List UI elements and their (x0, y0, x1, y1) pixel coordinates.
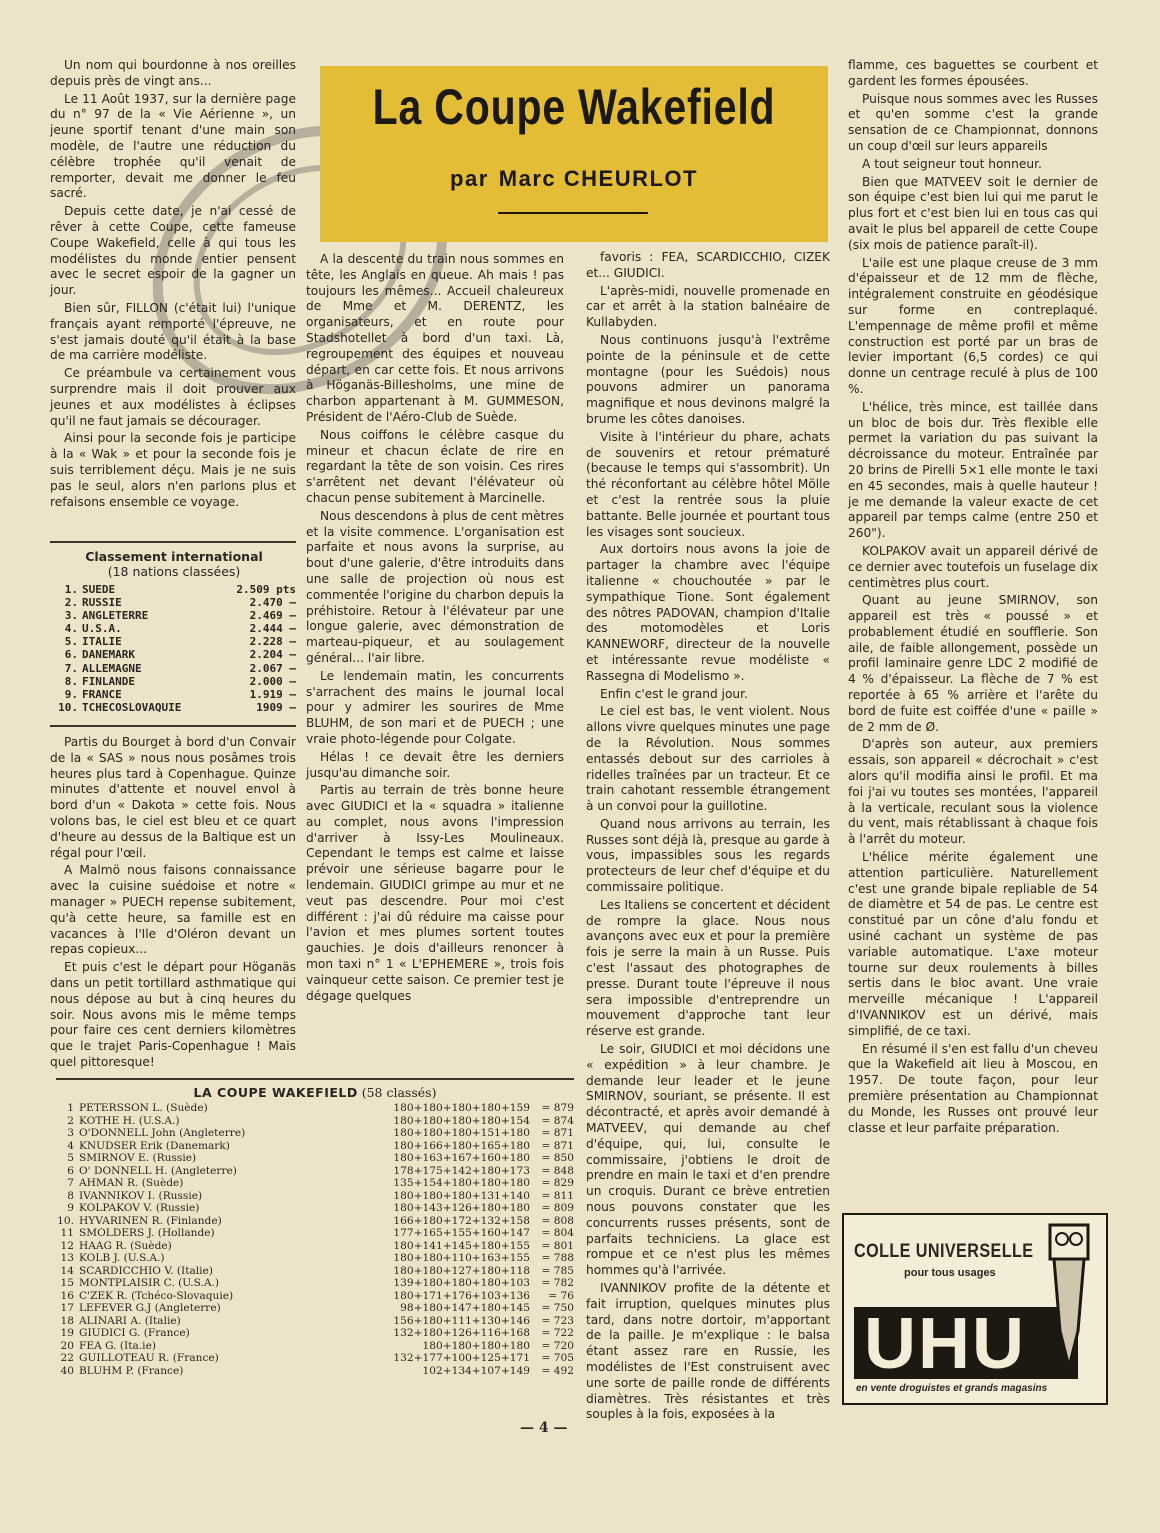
total-score: = 871 (541, 1127, 574, 1139)
column-2 (306, 252, 564, 1004)
rank: 8. (64, 674, 78, 688)
result-row (56, 1190, 574, 1203)
result-row (56, 1102, 574, 1115)
paragraph: Un nom qui bourdonne à nos oreilles depuis près de vingt ans... (50, 58, 296, 88)
flight-scores: 156+180+111+130+146 (393, 1314, 530, 1327)
ranking-row (52, 583, 296, 596)
divider (50, 725, 296, 727)
rank: 4. (64, 622, 78, 636)
result-rank: 19 (60, 1327, 74, 1339)
result-rank: 13 (60, 1252, 74, 1264)
ranking-row (52, 609, 296, 622)
competitor-name: SMOLDERS J. (Hollande) (79, 1227, 215, 1239)
paragraph: En résumé il s'en est fallu d'un cheveu que la Wakefield ait lieu à Moscou, en 1957. De toute façon, pour leur première présentation au Championnat du Monde, les Russes ont prouvé leur classe et leur parfaite préparation. (848, 1041, 1098, 1135)
flight-scores: 180+180+180+180+154 (393, 1114, 530, 1127)
flight-scores: 180+180+180+131+140 (393, 1189, 530, 1202)
result-row (56, 1315, 574, 1328)
nation: ALLEMAGNE (82, 661, 142, 675)
divider (56, 1078, 574, 1080)
column-4 (848, 58, 1098, 1136)
paragraph: Visite à l'intérieur du phare, achats de souvenirs et retour prématuré (because le temps qui s'assombrit). Un thé réconfortant au célèbre hôtel Mölle et c'est la rentrée sous la pluie battante. Belle journée et pourtant tous les visages sont soucieux. (586, 429, 830, 539)
paragraph: favoris : FEA, SCARDICCHIO, CIZEK et... GIUDICI. (586, 250, 830, 280)
paragraph: Le lendemain matin, les concurrents s'arrachent des mains le journal local pour y admirer les sourires de Mme BLUHM, de son mari et de PUECH ; une vraie photo-légende pour Colgate. (306, 668, 564, 746)
page-number: — 4 — (520, 1420, 568, 1436)
competitor-name: MONTPLAISIR C. (U.S.A.) (79, 1277, 219, 1289)
paragraph: Le ciel est bas, le vent violent. Nous allons vivre quelques minutes une page de la Révolution. Nous sommes entassés debout sur des carrioles à ridelles traînées par un tracteur. Et ce train cahotant ressemble étrangement à un convoi pour la guillotine. (586, 704, 830, 814)
competitor-name: GUILLOTEAU R. (France) (79, 1352, 219, 1364)
total-score: = 850 (541, 1152, 574, 1164)
title-banner (320, 66, 828, 242)
points: 2.470 — (249, 596, 296, 610)
ranking-title: Classement international (85, 549, 263, 564)
result-row (56, 1215, 574, 1228)
result-rank: 40 (60, 1364, 74, 1377)
nation: ANGLETERRE (82, 609, 149, 623)
flight-scores: 180+171+176+103+136 (393, 1289, 530, 1302)
paragraph: Bien sûr, FILLON (c'était lui) l'unique français ayant remporté l'épreuve, ne s'est jamais douté qu'il était à la base de ma carrière modéliste. (50, 300, 296, 363)
total-score: = 879 (541, 1102, 574, 1114)
flight-scores: 178+175+142+180+173 (393, 1164, 530, 1177)
flight-scores: 166+180+172+132+158 (393, 1214, 530, 1227)
column-1-continued (50, 735, 296, 1071)
results-header (56, 1085, 574, 1100)
flight-scores: 102+134+107+149 (422, 1364, 530, 1377)
ranking-row (52, 662, 296, 675)
competitor-name: HYVARINEN R. (Finlande) (79, 1214, 222, 1227)
rank: 6. (64, 648, 78, 662)
result-row (56, 1177, 574, 1190)
result-rank: 7 (67, 1177, 74, 1189)
result-rank: 18 (60, 1314, 74, 1327)
paragraph: Nous continuons jusqu'à l'extrême pointe de la péninsule et de cette montagne (pour les Suédois) nous pouvons admirer un panorama magnifique et nous devinons malgré la brume les côtes danoises. (586, 332, 830, 426)
flight-scores: 180+180+180+180 (422, 1339, 530, 1352)
result-row (56, 1340, 574, 1353)
tube-icon (1044, 1221, 1094, 1371)
result-rank: 15 (60, 1277, 74, 1289)
paragraph: Le 11 Août 1937, sur la dernière page du n° 97 de la « Vie Aérienne », un jeune sportif tenant d'une main son modèle, de l'autre une réduction du célèbre trophée qu'il venait de remporter, devait me donner le feu sacré. (50, 91, 296, 201)
points: 1909 — (256, 700, 296, 714)
flight-scores: 180+180+180+180+159 (393, 1102, 530, 1114)
competitor-name: AHMAN R. (Suède) (79, 1177, 184, 1189)
paragraph: L'aile est une plaque creuse de 3 mm d'épaisseur et de 12 mm de flèche, intégralement construite en géodésique sur forme en contreplaqué. L'empennage de même profil et même construction est porté par un bras de levier important (6,5 cordes) ce qui donne un centrage reculé à plus de 100 %. (848, 255, 1098, 396)
total-score: = 750 (541, 1302, 574, 1314)
byline-prefix: par (450, 166, 489, 191)
competitor-name: LEFEVER G.J (Angleterre) (79, 1302, 221, 1314)
author-name: Marc CHEURLOT (498, 166, 698, 191)
points: 2.444 — (249, 622, 296, 636)
international-ranking (52, 549, 296, 714)
ranking-row (52, 701, 296, 714)
result-row (56, 1240, 574, 1253)
competitor-name: KOLPAKOV V. (Russie) (79, 1202, 200, 1214)
result-row (56, 1202, 574, 1215)
result-row (56, 1140, 574, 1153)
paragraph: Quand nous arrivons au terrain, les Russes sont déjà là, presque au garde à vous, impassibles sous les regards protecteurs de leur chef d'équipe et du commissaire politique. (586, 816, 830, 895)
result-row (56, 1265, 574, 1278)
column-1 (50, 58, 296, 510)
result-row (56, 1127, 574, 1140)
paragraph: L'hélice mérite également une attention particulière. Naturellement c'est une grande bipale repliable de 54 de diamètre et 54 de pas. Le centre est constitué par un cône d'alu fondu et usiné cachant un système de pas variable automatique. L'axe moteur tourne sur deux roulements à billes sertis dans le bloc avant. Une vraie merveille mécanique ! L'appareil d'IVANNIKOV est un dérivé, mais simplifié, de ce taxi. (848, 850, 1098, 1038)
result-rank: 22 (60, 1352, 74, 1364)
result-rank: 11 (60, 1227, 74, 1239)
flight-scores: 180+180+110+163+155 (393, 1252, 530, 1264)
paragraph: flamme, ces baguettes se courbent et gardent les formes épousées. (848, 58, 1098, 88)
competitor-name: HAAG R. (Suède) (79, 1239, 172, 1252)
result-rank: 10. (57, 1214, 74, 1227)
article-title: La Coupe Wakefield (372, 79, 776, 135)
flight-scores: 139+180+180+180+103 (393, 1277, 530, 1289)
paragraph: Partis au terrain de très bonne heure avec GIUDICI et la « squadra » italienne au complet, nous avons l'impression d'arriver à Issy-Les Moulineaux. Cependant le temps est calme et laisse prévoir une sérieuse bagarre pour le lendemain. GIUDICI grimpe au mur et ne veut pas descendre. Pour moi c'est différent : j'ai dû réduire ma caisse pour l'avion et mes plumes sortent toutes gauchies. Je dois d'ailleurs renoncer à mon taxi n° 1 « L'EPHEMERE », trois fois vainqueur cette saison. Ce premier test je dégage quelques (306, 783, 564, 1003)
result-row (56, 1290, 574, 1303)
rank: 1. (64, 583, 78, 596)
competitor-name: C'ZEK R. (Tchéco-Slovaquie) (79, 1289, 234, 1302)
competitor-name: KOTHE H. (U.S.A.) (79, 1114, 180, 1127)
result-rank: 20 (60, 1339, 74, 1352)
paragraph: Nous coiffons le célèbre casque du mineur et chacun éclate de rire en regardant la tête de son voisin. Ces rires s'arrêtent net devant l'élévateur où chacun pense subitement à Marcinelle. (306, 427, 564, 505)
paragraph: A Malmö nous faisons connaissance avec la cuisine suédoise et notre « manager » PUECH repense subitement, qu'à cette heure, sa famille est en vacances à l'Ile d'Oléron devant un repas copieux... (50, 863, 296, 957)
ranking-row (52, 635, 296, 648)
rank: 5. (64, 635, 78, 649)
paragraph: Partis du Bourget à bord d'un Convair de la « SAS » nous nous posâmes trois heures plus tard à Copenhague. Quinze minutes d'attente et nouvel envol à bord d'un « Dakota » cette fois. Nous volons bas, le ciel est bleu et ce quart d'heure au dessus de la Baltique est un régal pour l'œil. (50, 735, 296, 860)
paragraph: Les Italiens se concertent et décident de rompre la glace. Nous nous avançons avec eux et pour la première fois je serre la main à un Russe. Puis c'est l'assaut des photographes de presse. Durant toute l'épreuve il nous sera impossible d'entreprendre un mouvement d'approche tant leur réserve est grande. (586, 897, 830, 1039)
competitor-name: O' DONNELL H. (Angleterre) (79, 1164, 237, 1177)
ad-usage: pour tous usages (904, 1267, 996, 1279)
competitor-name: IVANNIKOV I. (Russie) (79, 1189, 203, 1202)
nation: FRANCE (82, 687, 122, 701)
result-row (56, 1327, 574, 1340)
paragraph: A la descente du train nous sommes en tête, les Anglais en queue. Ah mais ! pas toujours les mêmes... Accueil chaleureux de Mme et M. DERENTZ, les organisateurs, et en route pour Stadshotellet à bord d'un taxi. Là, regroupement des équipes et nouveau départ, en car cette fois. Et nous arrivons à Höganäs-Billesholms, une mine de charbon appartenant à M. GUMMESON, Président de l'Aéro-Club de Suède. (306, 252, 564, 424)
results-subtitle: (58 classés) (361, 1085, 437, 1100)
flight-scores: 180+143+126+180+180 (393, 1202, 530, 1214)
result-rank: 8 (67, 1189, 74, 1202)
competitor-name: FEA G. (Ita.ie) (79, 1339, 156, 1352)
total-score: = 804 (541, 1227, 574, 1239)
paragraph: Ce préambule va certainement vous surprendre mais il doit prouver aux jeunes et aux modélistes à éclipses qu'il ne faut jamais se décourager. (50, 366, 296, 428)
paragraph: Enfin c'est le grand jour. (600, 686, 748, 701)
paragraph: Depuis cette date, je n'ai cessé de rêver à cette Coupe, cette fameuse Coupe Wakefield, celle à qui tous les modélistes du monde entier pensent avec le secret espoir de la gagner un jour. (50, 204, 296, 298)
total-score: = 723 (541, 1314, 574, 1327)
divider (50, 541, 296, 543)
result-rank: 14 (60, 1264, 74, 1277)
points: 2.204 — (249, 648, 296, 662)
ad-footer: en vente droguistes et grands magasins (856, 1383, 1048, 1394)
paragraph: L'après-midi, nouvelle promenade en car et arrêt à la station balnéaire de Kullabyden. (586, 283, 830, 330)
ranking-row (52, 675, 296, 688)
total-score: = 801 (541, 1239, 574, 1252)
paragraph: KOLPAKOV avait un appareil dérivé de ce dernier avec toutefois un fuselage dix centimètres plus court. (848, 543, 1098, 590)
flight-scores: 98+180+147+180+145 (400, 1302, 530, 1314)
paragraph: Aux dortoirs nous avons la joie de partager la chambre avec l'équipe italienne « chouchoutée » par le sympathique Tione. Sont également des nôtres PADOVAN, champion d'Italie des motomodèles et Loris KANNEWORF, directeur de la nouvelle et intéressante revue modéliste « Rassegna di Modelismo ». (586, 542, 830, 683)
total-score: = 871 (541, 1139, 574, 1152)
competitor-name: SCARDICCHIO V. (Italie) (79, 1264, 213, 1277)
competitor-name: BLUHM P. (France) (79, 1364, 184, 1377)
wakefield-results (56, 1085, 574, 1377)
flight-scores: 135+154+180+180+180 (393, 1177, 530, 1189)
ad-headline: COLLE UNIVERSELLE (854, 1241, 1034, 1262)
total-score: = 705 (541, 1352, 574, 1364)
result-rank: 2 (67, 1114, 74, 1127)
total-score: = 720 (541, 1339, 574, 1352)
points: 1.919 — (249, 687, 296, 701)
points: 2.509 pts (236, 583, 296, 596)
competitor-name: O'DONNELL John (Angleterre) (79, 1127, 246, 1139)
result-row (56, 1352, 574, 1365)
result-row (56, 1152, 574, 1165)
paragraph: Le soir, GIUDICI et moi décidons une « expédition » à leur chambre. Je demande leur leader et le jeune SMIRNOV, souriant, se présente. Il est décontracté, et après avoir demandé à MATVEEV, qui demande au chef d'équipe, qui, lui, consulte le commissaire, j'obtiens le droit de prendre en main le taxi et d'en prendre un croquis. Durant ce brève entretien nous pouvons constater que les concurrents russes présents, sont de parfaits techniciens. La glace est rompue et ce n'est plus les mêmes hommes qu'à l'arrivée. (586, 1042, 830, 1278)
total-score: = 785 (541, 1264, 574, 1277)
result-row (56, 1277, 574, 1290)
total-score: = 492 (541, 1364, 574, 1377)
paragraph: Ainsi pour la seconde fois je participe à la « Wak » et pour la seconde fois je suis terriblement déçu. Mais je ne suis pas le seul, alors n'en parlons plus et refaisons ensemble ce voyage. (50, 431, 296, 509)
paragraph: Hélas ! ce devait être les derniers jusqu'au dimanche soir. (306, 749, 564, 780)
total-score: = 76 (548, 1289, 574, 1302)
total-score: = 808 (541, 1214, 574, 1227)
flight-scores: 180+163+167+160+180 (393, 1152, 530, 1164)
result-row (56, 1365, 574, 1378)
total-score: = 788 (541, 1252, 574, 1264)
uhu-advertisement (842, 1213, 1108, 1405)
result-row (56, 1115, 574, 1128)
paragraph: Puisque nous sommes avec les Russes et qu'en somme c'est la grande sensation de ce Championnat, donnons un coup d'œil sur leurs appareils (848, 91, 1098, 153)
nation: FINLANDE (82, 674, 135, 688)
total-score: = 809 (541, 1202, 574, 1214)
paragraph: A tout seigneur tout honneur. (862, 156, 1042, 171)
result-rank: 3 (67, 1127, 74, 1139)
ranking-row (52, 688, 296, 701)
ad-brand-logo: UHU (864, 1304, 1026, 1384)
result-rank: 5 (67, 1152, 74, 1164)
rank: 10. (58, 700, 78, 714)
result-row (56, 1302, 574, 1315)
article-byline (320, 166, 828, 192)
paragraph: Nous descendons à plus de cent mètres et la visite commence. L'organisation est parfaite et nous avons la surprise, au bout d'une galerie, d'être introduits dans une salle de projection où nous est commentée l'origine du charbon depuis la préhistoire. Retour à l'élévateur par une longue galerie, avec démonstration de marteau-piqueur, et au soulagement général... l'air libre. (306, 508, 565, 665)
flight-scores: 132+177+100+125+171 (393, 1352, 530, 1364)
ranking-subtitle: (18 nations classées) (107, 564, 241, 579)
result-rank: 17 (60, 1302, 74, 1314)
paragraph: Bien que MATVEEV soit le dernier de son équipe c'est bien lui qui me parut le plus fort et c'est bien lui en tous cas qui avait le plus bel appareil de cette Coupe (six mois de patience paraît-il). (848, 174, 1098, 252)
competitor-name: GIUDICI G. (France) (79, 1327, 190, 1339)
ranking-row (52, 596, 296, 609)
rank: 9. (64, 687, 78, 701)
flight-scores: 180+180+180+151+180 (393, 1127, 530, 1139)
ranking-row (52, 622, 296, 635)
nation: ITALIE (82, 635, 122, 649)
flight-scores: 132+180+126+116+168 (393, 1327, 530, 1339)
results-title: LA COUPE WAKEFIELD (193, 1085, 358, 1100)
flight-scores: 180+180+127+180+118 (393, 1264, 530, 1277)
result-row (56, 1165, 574, 1178)
points: 2.469 — (249, 609, 296, 623)
result-rank: 6 (67, 1164, 74, 1177)
result-rank: 4 (67, 1139, 74, 1152)
column-3 (586, 250, 830, 1423)
flight-scores: 180+141+145+180+155 (393, 1239, 530, 1252)
result-rank: 12 (60, 1239, 74, 1252)
total-score: = 782 (541, 1277, 574, 1289)
total-score: = 811 (541, 1189, 574, 1202)
total-score: = 829 (541, 1177, 574, 1189)
total-score: = 848 (541, 1164, 574, 1177)
nation: RUSSIE (82, 596, 122, 610)
competitor-name: SMIRNOV E. (Russie) (79, 1152, 197, 1164)
rank: 7. (64, 661, 78, 675)
points: 2.000 — (249, 674, 296, 688)
paragraph: D'après son auteur, aux premiers essais, son appareil « décrochait » c'est alors qu'il modifia ainsi le profil. Et ma foi j'ai vu toutes ses montées, l'appareil à la verticale, reculant sous la violence du vent, mais rétablissant à chaque fois à l'arrêt du moteur. (848, 737, 1098, 847)
competitor-name: ALINARI A. (Italie) (79, 1314, 181, 1327)
rank: 3. (64, 609, 78, 623)
result-row (56, 1252, 574, 1265)
nation: DANEMARK (82, 648, 135, 662)
paragraph: L'hélice, très mince, est taillée dans un bloc de bois dur. Très flexible elle permet la variation du pas suivant la décroissance du moteur. Entraînée par 20 brins de Pirelli 5×1 elle monte le taxi en 45 secondes, mais à quelle hauteur ! je me demande la valeur exacte de cet appareil par temps calme (entre 250 et 260"). (848, 399, 1098, 541)
competitor-name: PETERSSON L. (Suède) (79, 1102, 208, 1114)
result-rank: 9 (67, 1202, 74, 1214)
nation: SUEDE (82, 583, 116, 596)
paragraph: Quant au jeune SMIRNOV, son appareil est très « poussé » et probablement étudié en soufflerie. Son aile, de faible allongement, possède un profil laminaire genre LDC 2 modifié de 4 % d'épaisseur. La flèche de 7 % est reportée à 65 % arrière et l'arête du bord de fuite est coiffée d'une « paille » de 2 mm de Ø. (848, 593, 1098, 734)
paragraph: IVANNIKOV profite de la détente et fait irruption, quelques minutes plus tard, dans notre dortoir, m'apportant de la paille. Je m'explique : le balsa étant assez rare en Russie, les modélistes de l'Est construisent avec une sorte de paille ronde de différents diamètres. Très résistantes et très souples à la fois, exposées à la (586, 1281, 830, 1422)
paragraph: Et puis c'est le départ pour Höganäs dans un petit tortillard asthmatique qui nous dépose au but à cinq heures du soir. Nous avons mis le même temps pour faire ces cent derniers kilomètres que le trajet Paris-Copenhague ! Mais quel pittoresque! (50, 960, 296, 1069)
title-rule (498, 212, 648, 214)
nation: TCHECOSLOVAQUIE (82, 700, 182, 714)
flight-scores: 180+166+180+165+180 (393, 1139, 530, 1152)
points: 2.228 — (249, 635, 296, 649)
points: 2.067 — (249, 661, 296, 675)
result-row (56, 1227, 574, 1240)
nation: U.S.A. (82, 622, 122, 636)
ranking-row (52, 648, 296, 661)
flight-scores: 177+165+155+160+147 (393, 1227, 530, 1239)
total-score: = 722 (541, 1327, 574, 1339)
competitor-name: KNUDSER Erik (Danemark) (79, 1139, 230, 1152)
rank: 2. (64, 596, 78, 610)
total-score: = 874 (541, 1114, 574, 1127)
competitor-name: KOLB J. (U.S.A.) (79, 1252, 165, 1264)
result-rank: 16 (60, 1289, 74, 1302)
result-rank: 1 (67, 1102, 74, 1114)
